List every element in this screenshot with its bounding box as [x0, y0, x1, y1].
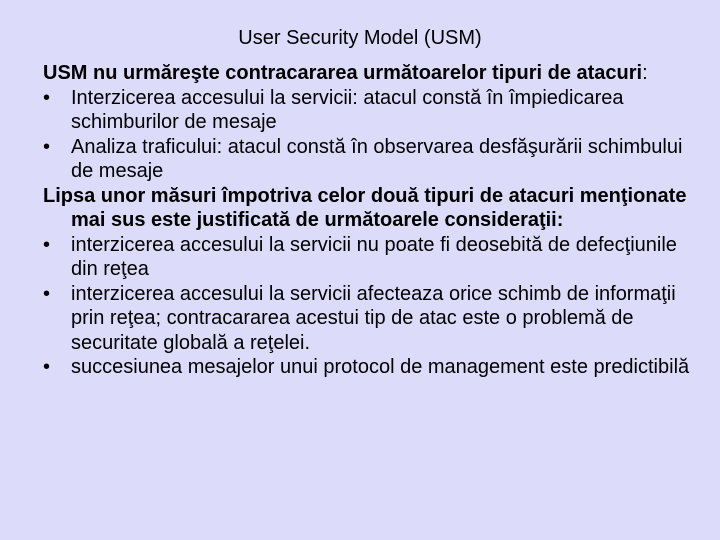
slide-title: User Security Model (USM) — [238, 27, 482, 49]
list-item — [43, 86, 693, 135]
bullet-icon: • — [43, 135, 51, 158]
list-item-text: Analiza traficului: atacul constă în observarea desfăşurării schimbului de mesaje — [71, 135, 683, 182]
list-item-text: Interzicerea accesului la servicii: atacul constă în împiedicarea schimburilor de mesaje — [71, 86, 624, 133]
paragraph-heading: USM nu urmăreşte contracararea următoarelor tipuri de atacuri — [43, 62, 643, 84]
bullet-icon: • — [43, 233, 51, 256]
paragraph-justification — [43, 184, 693, 233]
paragraph-heading-suffix: : — [642, 62, 648, 84]
list-item-text: succesiunea mesajelor unui protocol de management este predictibilă — [71, 356, 690, 378]
list-item — [43, 135, 693, 184]
list-item-text: interzicerea accesului la servicii afecteaza orice schimb de informaţii prin reţea; contracararea acestui tip de atac este o problemă de securitate globală a reţelei. — [71, 282, 676, 354]
list-item — [43, 233, 693, 282]
bullet-icon: • — [43, 86, 51, 109]
paragraph-heading: Lipsa unor măsuri împotriva celor două tipuri de atacuri menţionate mai sus este justificată de următoarele consideraţii: — [43, 184, 687, 231]
list-item — [43, 282, 693, 356]
bullet-icon: • — [43, 356, 51, 378]
bullet-icon: • — [43, 282, 51, 305]
list-item — [43, 355, 693, 380]
paragraph-usm-scope — [43, 61, 693, 86]
slide-body — [43, 61, 693, 380]
list-item-text: interzicerea accesului la servicii nu poate fi deosebită de defecţiunile din reţea — [71, 233, 677, 280]
